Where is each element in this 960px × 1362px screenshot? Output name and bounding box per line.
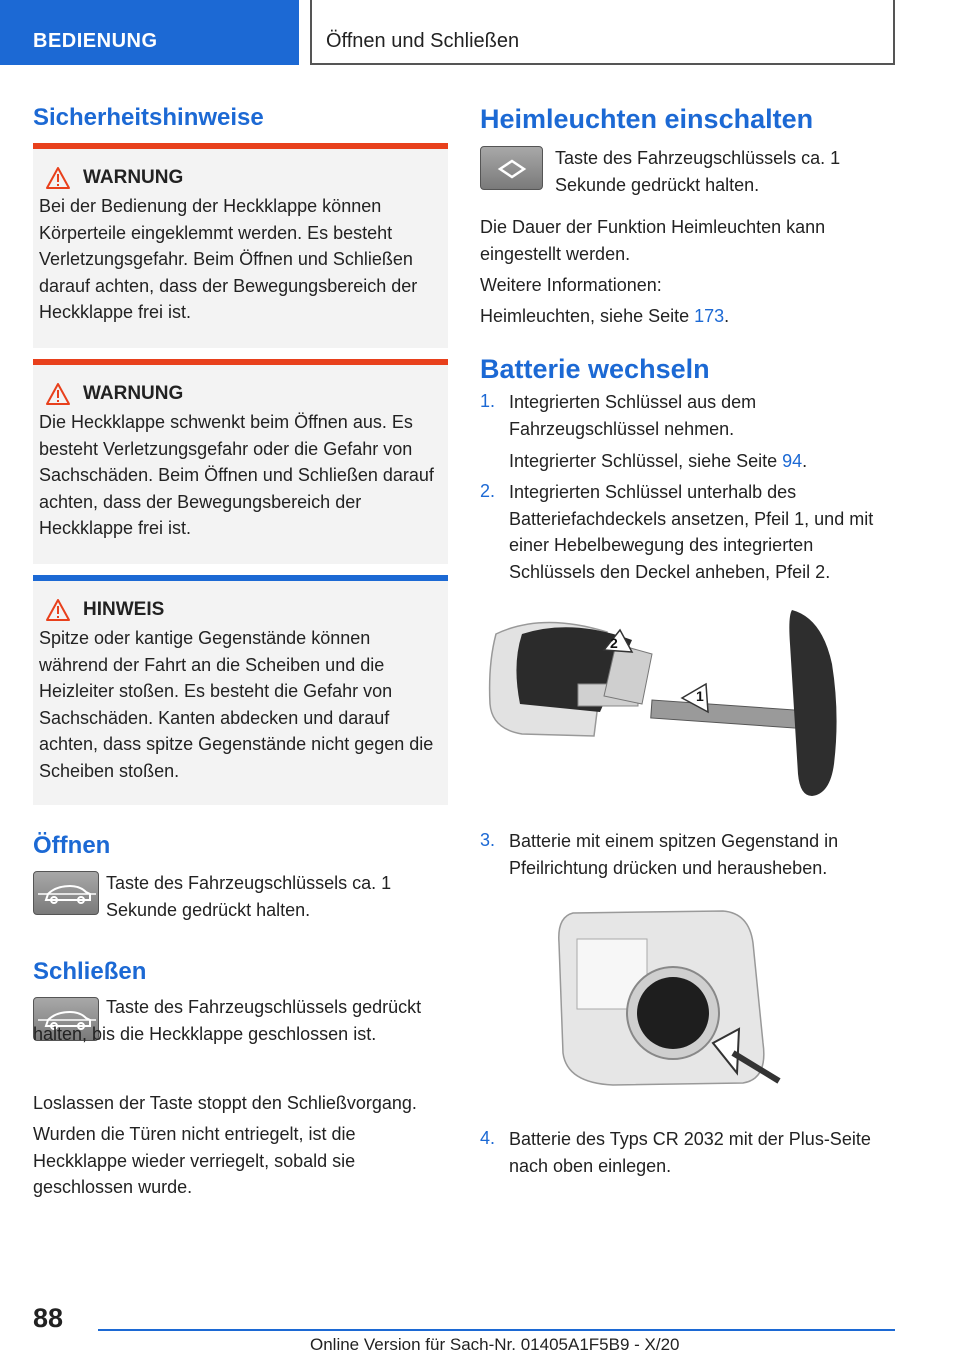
step-sub-reference: Integrierter Schlüssel, siehe Seite 94. — [509, 451, 808, 471]
home-lights-text: Taste des Fahrzeugschlüssels ca. 1 Sekunde gedrückt halten. — [555, 148, 841, 195]
notice-title: HINWEIS — [39, 595, 440, 625]
step-text: Integrierten Schlüssel unterhalb des Batteriefachdeckels ansetzen, Pfeil 1, und mit einer Hebelbewegung des integrierten Schlüssels den Deckel anheben, Pfeil 2. — [509, 482, 874, 582]
home-lights-button-icon — [480, 146, 543, 190]
step-text: Batterie des Typs CR 2032 mit der Plus-Seite nach oben einlegen. — [509, 1129, 871, 1176]
warning-box-1 — [33, 143, 448, 348]
close-paragraph-1: Loslassen der Taste stoppt den Schließvorgang. — [33, 1093, 417, 1113]
page-number: 88 — [33, 1303, 64, 1333]
warning-title: WARNUNG — [39, 379, 440, 409]
warning-text: Bei der Bedienung der Heckklappe können Körperteile eingeklemmt werden. Es besteht Verletzungsgefahr. Beim Öffnen und Schließen darauf achten, dass der Bewegungsbereich der Heckklappe frei ist. — [39, 196, 418, 322]
step-text: Batterie mit einem spitzen Gegenstand in Pfeilrichtung drücken und herausheben. — [509, 831, 839, 878]
close-paragraph-2: Wurden die Türen nicht entriegelt, ist die Heckklappe wieder verriegelt, sobald sie geschlossen wurde. — [33, 1124, 356, 1197]
safety-heading: Sicherheitshinweise — [33, 104, 264, 131]
footer-divider — [98, 1329, 895, 1331]
key-battery-cover-illustration — [482, 604, 842, 799]
warning-triangle-icon — [45, 166, 71, 190]
home-lights-heading: Heimleuchten einschalten — [480, 104, 814, 134]
figure-label-2: 2 — [610, 635, 618, 651]
warning-text: Die Heckklappe schwenkt beim Öffnen aus. Es besteht Verletzungsgefahr oder die Gefahr von Sachschäden. Beim Öffnen und Schließen darauf achten, dass der Bewegungsbereich der Heckklappe frei ist. — [39, 412, 434, 538]
chapter-label: Öffnen und Schließen — [326, 30, 520, 52]
close-text: Taste des Fahrzeugschlüssels gedrückt halten, bis die Heckklappe geschlossen ist. — [33, 997, 422, 1044]
battery-heading: Batterie wechseln — [480, 354, 710, 384]
step-number: 3. — [480, 830, 496, 850]
warning-title: WARNUNG — [39, 163, 440, 193]
open-heading: Öffnen — [33, 832, 111, 859]
warning-box-2 — [33, 359, 448, 564]
trunk-key-button-icon — [33, 871, 99, 915]
figure-label-1: 1 — [696, 688, 704, 704]
footer-text: Online Version für Sach-Nr. 01405A1F5B9 - X/20 — [310, 1335, 680, 1354]
close-heading: Schließen — [33, 958, 147, 985]
notice-text: Spitze oder kantige Gegenstände können während der Fahrt an die Scheiben und die Heizleiter stoßen. Es besteht die Gefahr von Sachschäden. Kanten abdecken und darauf achten, dass spitze Gegenstände nicht gegen die Scheiben stoßen. — [39, 628, 434, 781]
page-link[interactable]: 173 — [694, 306, 725, 326]
chapter-header — [310, 0, 895, 65]
step-text: Integrierten Schlüssel aus dem Fahrzeugschlüssel nehmen. — [509, 392, 757, 439]
section-tab — [0, 0, 299, 65]
warning-triangle-icon — [45, 598, 71, 622]
open-text: Taste des Fahrzeugschlüssels ca. 1 Sekunde gedrückt halten. — [106, 873, 392, 920]
home-lights-paragraph-1: Die Dauer der Funktion Heimleuchten kann eingestellt werden. — [480, 217, 826, 264]
home-lights-reference: Heimleuchten, siehe Seite 173. — [480, 306, 730, 326]
notice-box — [33, 575, 448, 805]
page-link[interactable]: 94 — [782, 451, 803, 471]
warning-triangle-icon — [45, 382, 71, 406]
battery-compartment-illustration — [553, 903, 783, 1088]
step-number: 4. — [480, 1128, 496, 1148]
section-label: BEDIENUNG — [33, 30, 158, 52]
step-number: 1. — [480, 391, 496, 411]
home-lights-paragraph-2: Weitere Informationen: — [480, 275, 662, 295]
step-number: 2. — [480, 481, 496, 501]
